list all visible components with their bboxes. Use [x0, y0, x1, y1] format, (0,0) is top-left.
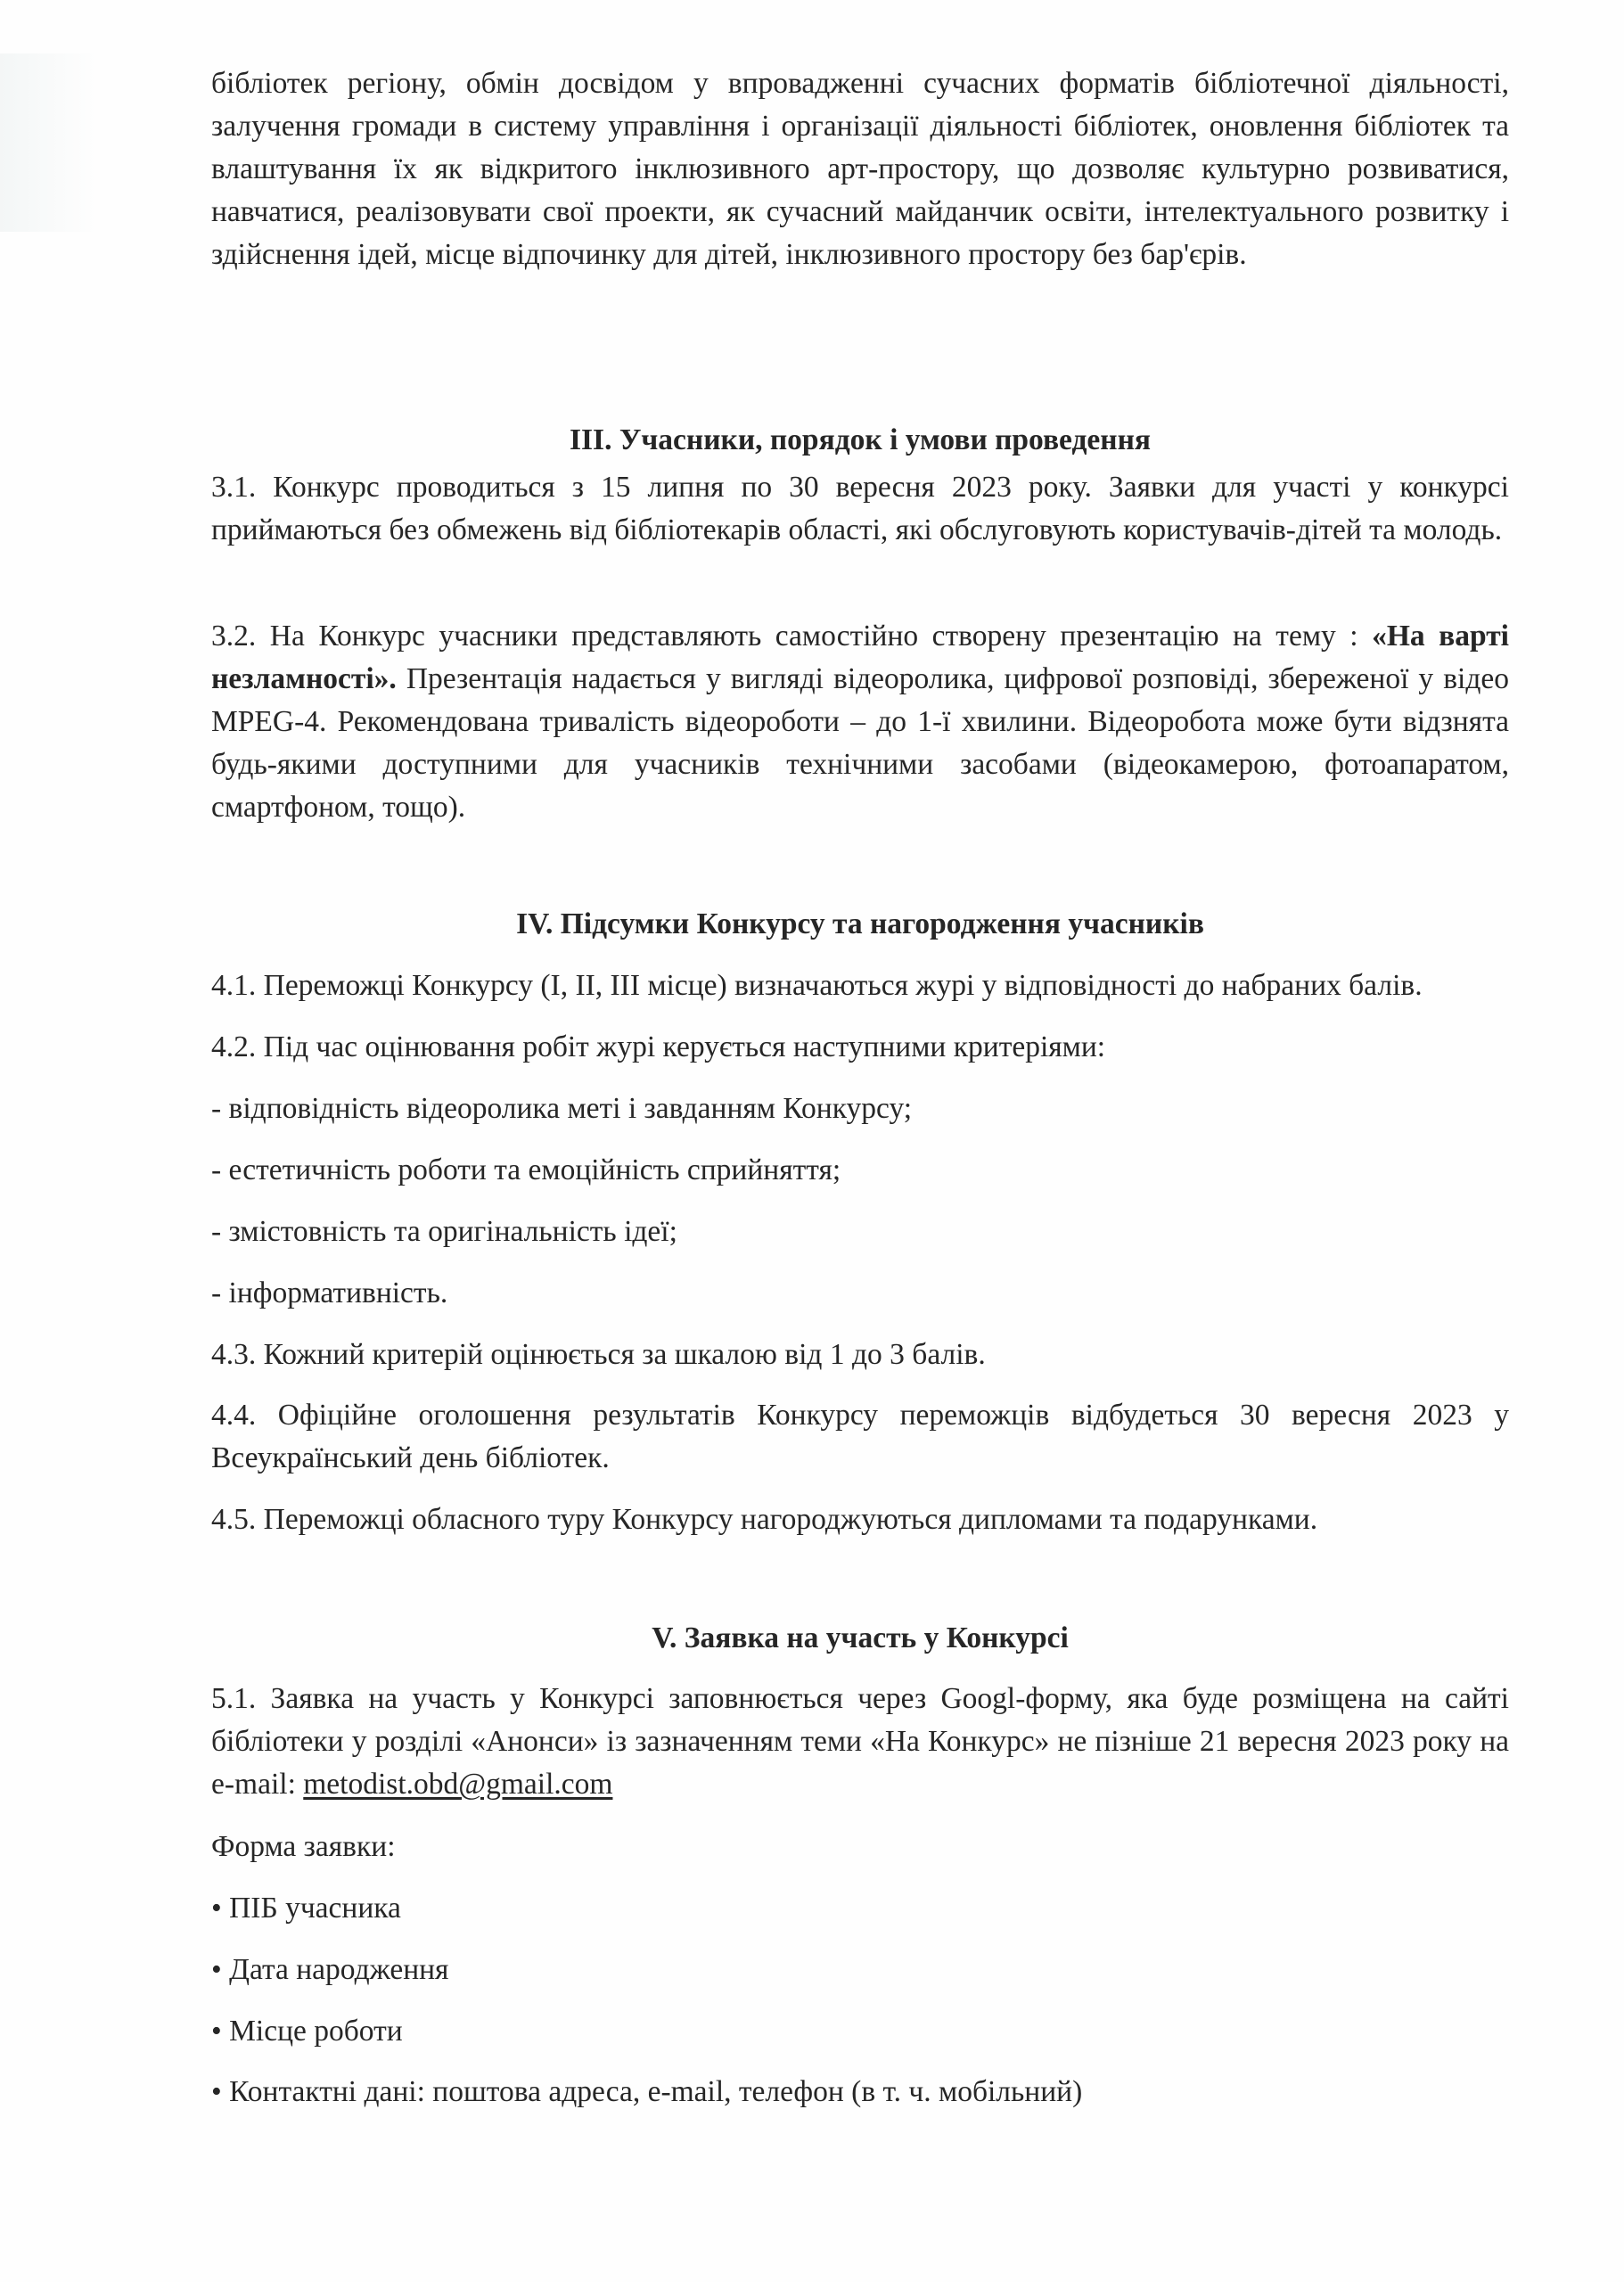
section-3-heading: ІІІ. Учасники, порядок і умови проведення — [569, 423, 1152, 456]
form-item: • Контактні дані: поштова адреса, e-mail, телефон (в т. ч. мобільний) — [211, 2075, 1083, 2108]
section-4-heading: IV. Підсумки Конкурсу та нагородження учасників — [516, 907, 1204, 940]
paragraph-3-2-lead: 3.2. На Конкурс учасники представляють самостійно створену презентацію на тему : — [211, 620, 1373, 653]
paragraph-4-4: 4.4. Офіційне оголошення результатів Конкурсу переможців відбудеться 30 вересня 2023 у Всеукраїнський день бібліотек. — [211, 1399, 1509, 1474]
contest-theme: «На варті незламності». — [211, 620, 1509, 695]
criterion-item: - естетичність роботи та емоційність сприйняття; — [211, 1153, 841, 1186]
paragraph-5-1-text: 5.1. Заявка на участь у Конкурсі заповнюється через Googl-форму, яка буде розміщена на сайті бібліотеки у розділі «Анонси» із зазначенням теми «На Конкурс» не пізніше 21 вересня 2023 року на e-mail: — [211, 1682, 1509, 1801]
paragraph-4-5: 4.5. Переможці обласного туру Конкурсу нагороджуються дипломами та подарунками. — [211, 1503, 1318, 1536]
criterion-item: - відповідність відеоролика меті і завданням Конкурсу; — [211, 1092, 913, 1125]
paragraph-4-2: 4.2. Під час оцінювання робіт журі керується наступними критеріями: — [211, 1030, 1106, 1063]
intro-paragraph: бібліотек регіону, обмін досвідом у впровадженні сучасних форматів бібліотечної діяльності, залучення громади в систему управління і організації діяльності бібліотек, оновлення бібліотек та влаштування їх як відкритого інклюзивного арт-простору, що дозволяє культурно розвиватися, навчатися, реалізовувати свої проекти, як сучасний майданчик освіти, інтелектуального розвитку і здійснення ідей, місце відпочинку для дітей, інклюзивного простору без бар'єрів. — [211, 67, 1509, 271]
form-item: • Дата народження — [211, 1953, 449, 1986]
paragraph-4-3: 4.3. Кожний критерій оцінюється за шкалою від 1 до 3 балів. — [211, 1338, 986, 1371]
scan-artifact — [0, 53, 98, 232]
paragraph-4-1: 4.1. Переможці Конкурсу (І, ІІ, ІІІ місце) визначаються журі у відповідності до набраних балів. — [211, 969, 1423, 1002]
paragraph-3-2-rest: Презентація надається у вигляді відеоролика, цифрової розповіді, збереженої у відео MPEG-4. Рекомендована тривалість відеороботи – до 1-ї хвилини. Відеоробота може бути відзнята будь-якими доступними для учасників технічними засобами (відеокамерою, фотоапаратом, смартфоном, тощо). — [211, 662, 1509, 824]
email-link[interactable]: metodist.obd@gmail.com — [303, 1768, 613, 1801]
criterion-item: - змістовність та оригінальність ідеї; — [211, 1215, 677, 1248]
section-5-heading: V. Заявка на участь у Конкурсі — [652, 1621, 1069, 1654]
paragraph-3-2 — [211, 615, 1509, 829]
criterion-item: - інформативність. — [211, 1276, 448, 1309]
form-item: • Місце роботи — [211, 2015, 403, 2048]
form-label: Форма заявки: — [211, 1830, 396, 1863]
paragraph-5-1 — [211, 1678, 1509, 1806]
form-item: • ПІБ учасника — [211, 1892, 401, 1925]
paragraph-3-1: 3.1. Конкурс проводиться з 15 липня по 30 вересня 2023 року. Заявки для участі у конкурсі приймаються без обмежень від бібліотекарів області, які обслуговують користувачів-дітей та молодь. — [211, 471, 1509, 546]
